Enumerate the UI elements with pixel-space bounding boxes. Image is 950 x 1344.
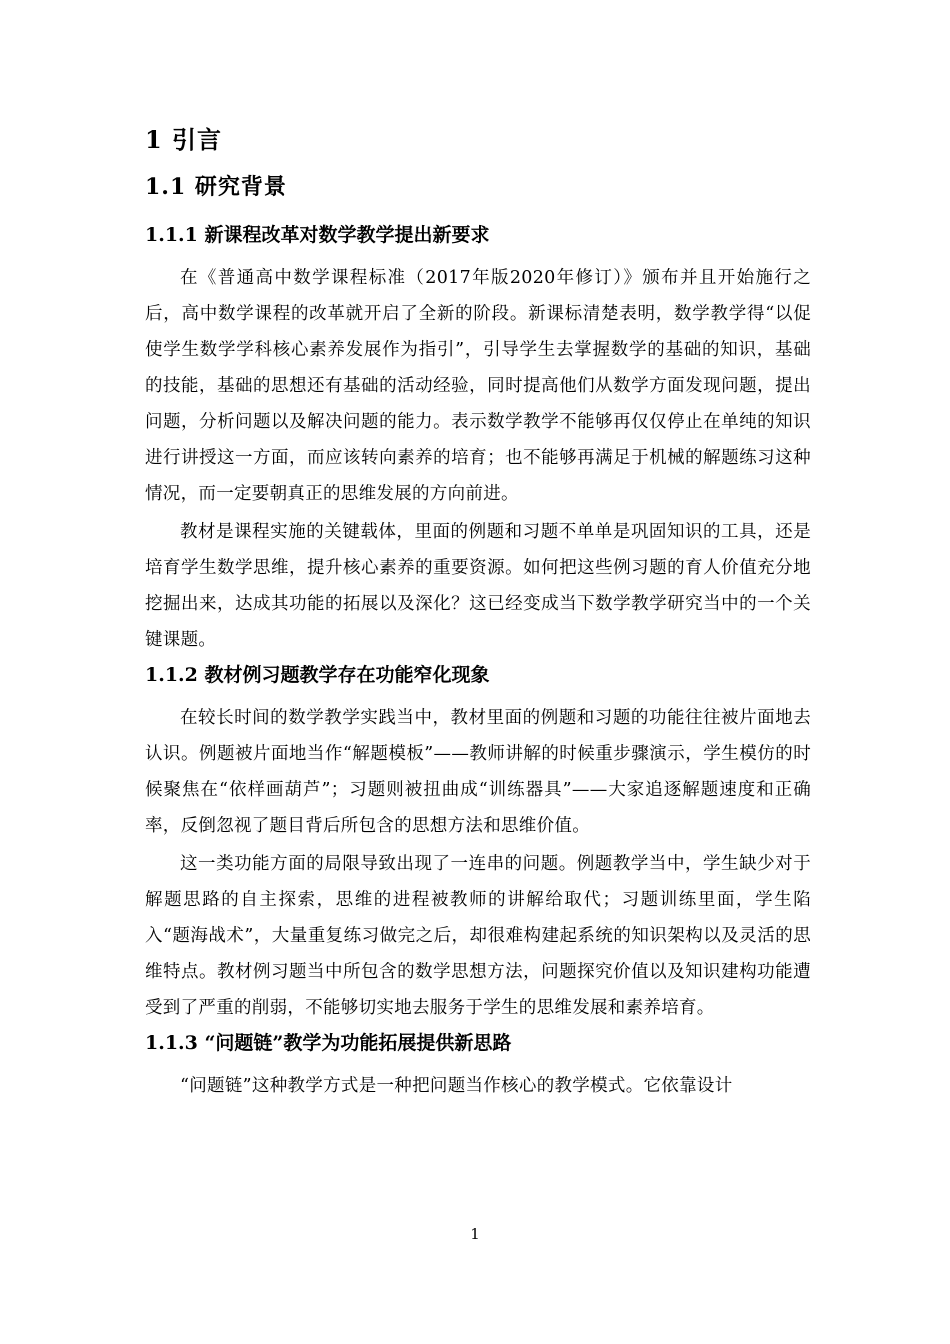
page-content bbox=[145, 122, 811, 1106]
page-number: 1 bbox=[470, 1225, 480, 1243]
body-paragraph-3: 在较长时间的数学教学实践当中，教材里面的例题和习题的功能往往被片面地去认识。例题被片面地当作“解题模板”——教师讲解的时候重步骤演示，学生模仿的时候聚焦在“依样画葫芦”；习题则被扭曲成“训练器具”——大家追逐解题速度和正确率，反倒忽视了题目背后所包含的思想方法和思维价值。 bbox=[145, 708, 811, 836]
chapter-title: 1 引言 bbox=[145, 125, 223, 154]
section-heading-1-1: 1.1 研究背景 bbox=[145, 174, 287, 200]
body-paragraph-5: “问题链”这种教学方式是一种把问题当作核心的教学模式。它依靠设计 bbox=[180, 1076, 733, 1096]
body-paragraph-1: 在《普通高中数学课程标准（2017年版2020年修订）》颁布并且开始施行之后，高中数学课程的改革就开启了全新的阶段。新课标清楚表明，数学教学得“以促使学生数学学科核心素养发展作为指引”，引导学生去掌握数学的基础的知识，基础的技能，基础的思想还有基础的活动经验，同时提高他们从数学方面发现问题，提出问题，分析问题以及解决问题的能力。表示数学教学不能够再仅仅停止在单纯的知识进行讲授这一方面，而应该转向素养的培育；也不能够再满足于机械的解题练习这种情况，而一定要朝真正的思维发展的方向前进。 bbox=[145, 268, 811, 504]
body-paragraph-4: 这一类功能方面的局限导致出现了一连串的问题。例题教学当中，学生缺少对于解题思路的自主探索，思维的进程被教师的讲解给取代；习题训练里面，学生陷入“题海战术”，大量重复练习做完之后，却很难构建起系统的知识架构以及灵活的思维特点。教材例习题当中所包含的数学思想方法，问题探究价值以及知识建构功能遭受到了严重的削弱，不能够切实地去服务于学生的思维发展和素养培育。 bbox=[145, 854, 811, 1018]
subsection-heading-1-1-1: 1.1.1 新课程改革对数学教学提出新要求 bbox=[145, 224, 490, 246]
subsection-heading-1-1-3: 1.1.3 “问题链”教学为功能拓展提供新思路 bbox=[145, 1032, 512, 1054]
subsection-heading-1-1-2: 1.1.2 教材例习题教学存在功能窄化现象 bbox=[145, 664, 490, 686]
body-paragraph-2: 教材是课程实施的关键载体，里面的例题和习题不单单是巩固知识的工具，还是培育学生数学思维，提升核心素养的重要资源。如何把这些例习题的育人价值充分地挖掘出来，达成其功能的拓展以及深化？这已经变成当下数学教学研究当中的一个关键课题。 bbox=[145, 522, 811, 650]
